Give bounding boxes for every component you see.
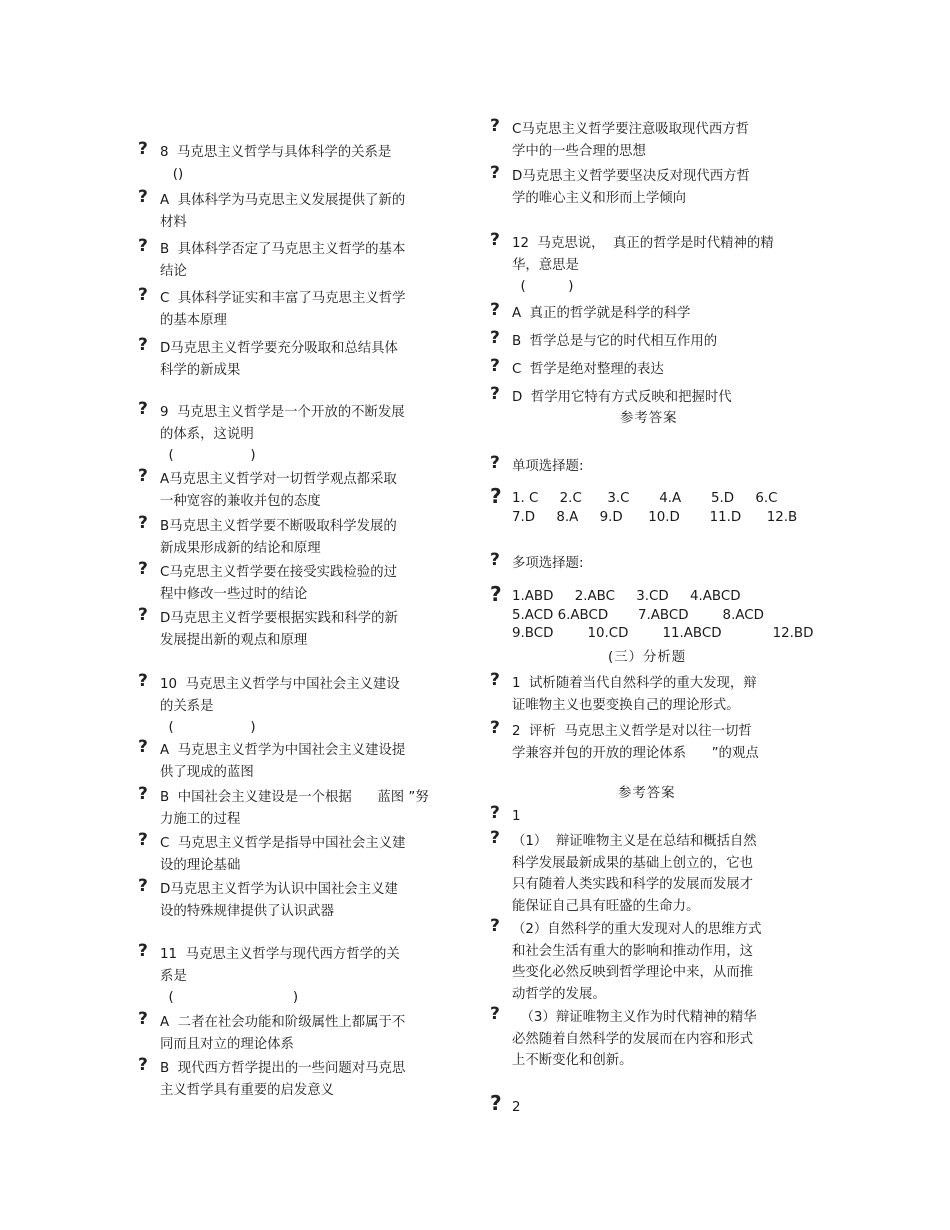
option-9d <box>138 605 438 651</box>
bullet-marker: ? <box>138 236 148 256</box>
bullet-marker: ? <box>490 1091 502 1115</box>
multi-choice-label <box>490 550 800 575</box>
bullet-marker: ? <box>138 941 148 961</box>
bullet-marker: ? <box>490 828 500 848</box>
section-label: 单项选择题: <box>512 459 584 474</box>
option-text: C 哲学是绝对整理的表达 <box>512 362 664 377</box>
answer-1-part-1 <box>490 828 800 917</box>
analysis-text: 1 试析随着当代自然科学的重大发现，辩 证唯物主义也要变换自己的理论形式。 <box>512 676 757 713</box>
option-text: A马克思主义哲学对一切哲学观点都采取 一种宽容的兼收并包的态度 <box>160 472 397 509</box>
option-text: B 中国社会主义建设是一个根据 蓝图 ”努 力施工的过程 <box>160 790 429 827</box>
bullet-marker: ? <box>490 550 500 570</box>
question-text: 8 马克思主义哲学与具体科学的关系是 () <box>160 145 392 182</box>
option-10d <box>138 876 438 922</box>
bullet-marker: ? <box>138 1055 148 1075</box>
option-10a <box>138 737 438 783</box>
answer-list: 1.ABD 2.ABC 3.CD 4.ABCD 5.ACD 6.ABCD 7.ABCD 8.ACD 9.BCD 10.CD 11.ABCD 12.BD <box>512 589 814 641</box>
option-11a <box>138 1009 438 1055</box>
bullet-marker: ? <box>138 737 148 757</box>
bullet-marker: ? <box>490 670 500 690</box>
answer-1-label <box>490 803 800 828</box>
option-10c <box>138 830 438 876</box>
bullet-marker: ? <box>490 582 502 606</box>
bullet-marker: ? <box>490 230 500 250</box>
option-9c <box>138 559 438 605</box>
answer-1-part-2 <box>490 916 800 1005</box>
bullet-marker: ? <box>138 187 148 207</box>
option-8b <box>138 236 438 282</box>
bullet-marker: ? <box>490 803 500 823</box>
question-text: 12 马克思说， 真正的哲学是时代精神的精 华，意思是 ( ) <box>512 236 774 294</box>
answer-heading-2: 参考答案 <box>618 786 676 801</box>
option-11d <box>490 163 800 209</box>
answer-text: （2）自然科学的重大发现对人的思维方式 和社会生活有重大的影响和推动作用，这 些变化必然反映到哲学理论中来，从而推 动哲学的发展。 <box>512 922 762 1002</box>
analysis-item-2 <box>490 718 800 764</box>
answer-1-part-3 <box>490 1004 800 1072</box>
bullet-marker: ? <box>490 916 500 936</box>
bullet-marker: ? <box>138 466 148 486</box>
option-12a <box>490 300 800 325</box>
bullet-marker: ? <box>490 453 500 473</box>
option-text: C马克思主义哲学要在接受实践检验的过 程中修改一些过时的结论 <box>160 565 397 602</box>
bullet-marker: ? <box>490 484 502 508</box>
option-9a <box>138 466 438 512</box>
option-8a <box>138 187 438 233</box>
analysis-heading: (三）分析题 <box>608 650 687 665</box>
analysis-item-1 <box>490 670 800 716</box>
option-11b <box>138 1055 438 1101</box>
question-9 <box>138 399 438 467</box>
bullet-marker: ? <box>138 784 148 804</box>
bullet-marker: ? <box>138 513 148 533</box>
option-text: D马克思主义哲学要根据实践和科学的新 发展提出新的观点和原理 <box>160 611 398 648</box>
bullet-marker: ? <box>490 718 500 738</box>
option-text: B 哲学总是与它的时代相互作用的 <box>512 334 718 349</box>
option-text: C 具体科学证实和丰富了马克思主义哲学 的基本原理 <box>160 291 406 328</box>
option-9b <box>138 513 438 559</box>
bullet-marker: ? <box>138 605 148 625</box>
option-text: D 哲学用它特有方式反映和把握时代 <box>512 390 732 405</box>
question-text: 10 马克思主义哲学与中国社会主义建设 的关系是 ( ) <box>160 677 400 735</box>
bullet-marker: ? <box>138 559 148 579</box>
question-11 <box>138 941 438 1009</box>
bullet-marker: ? <box>490 328 500 348</box>
question-text: 9 马克思主义哲学是一个开放的不断发展 的体系，这说明 ( ) <box>160 405 405 463</box>
question-10 <box>138 671 438 739</box>
bullet-marker: ? <box>138 285 148 305</box>
section-label: 多项选择题: <box>512 556 584 571</box>
option-10b <box>138 784 438 830</box>
bullet-marker: ? <box>490 300 500 320</box>
bullet-marker: ? <box>490 1004 500 1024</box>
bullet-marker: ? <box>490 384 500 404</box>
option-text: C 马克思主义哲学是指导中国社会主义建 设的理论基础 <box>160 836 406 873</box>
option-text: B马克思主义哲学要不断吸取科学发展的 新成果形成新的结论和原理 <box>160 519 397 556</box>
option-text: A 具体科学为马克思主义发展提供了新的 材料 <box>160 193 406 230</box>
bullet-marker: ? <box>138 335 148 355</box>
bullet-marker: ? <box>490 116 500 136</box>
single-choice-label <box>490 453 800 478</box>
answer-heading: 参考答案 <box>620 411 678 426</box>
bullet-marker: ? <box>138 139 148 159</box>
answer-list: 1. C 2.C 3.C 4.A 5.D 6.C 7.D 8.A 9.D 10.D 11.D 12.B <box>512 491 798 525</box>
option-12d <box>490 384 800 409</box>
option-text: A 真正的哲学就是科学的科学 <box>512 306 691 321</box>
option-text: A 二者在社会功能和阶级属性上都属于不 同而且对立的理论体系 <box>160 1015 406 1052</box>
multi-choice-answers <box>490 582 814 644</box>
option-11c <box>490 116 800 162</box>
answer-text: （1） 辩证唯物主义是在总结和概括自然 科学发展最新成果的基础上创立的，它也 只有随着人类实践和科学的发展而发展才 能保证自己具有旺盛的生命力。 <box>512 834 757 914</box>
single-choice-answers <box>490 484 800 527</box>
bullet-marker: ? <box>138 876 148 896</box>
answer-number: 2 <box>512 1100 521 1115</box>
answer-text: （3）辩证唯物主义作为时代精神的精华 必然随着自然科学的发展而在内容和形式 上不断变化和创新。 <box>512 1010 757 1068</box>
bullet-marker: ? <box>138 671 148 691</box>
option-8c <box>138 285 438 331</box>
bullet-marker: ? <box>490 163 500 183</box>
option-text: B 具体科学否定了马克思主义哲学的基本 结论 <box>160 242 406 279</box>
option-12c <box>490 356 800 381</box>
answer-number: 1 <box>512 809 521 824</box>
option-12b <box>490 328 800 353</box>
option-text: B 现代西方哲学提出的一些问题对马克思 主义哲学具有重要的启发意义 <box>160 1061 406 1098</box>
question-12 <box>490 230 800 298</box>
option-8d <box>138 335 438 381</box>
bullet-marker: ? <box>138 830 148 850</box>
question-text: 11 马克思主义哲学与现代西方哲学的关 系是 ( ) <box>160 947 400 1005</box>
option-text: D马克思主义哲学为认识中国社会主义建 设的特殊规律提供了认识武器 <box>160 882 398 919</box>
option-text: D马克思主义哲学要坚决反对现代西方哲 学的唯心主义和形而上学倾向 <box>512 169 750 206</box>
bullet-marker: ? <box>138 1009 148 1029</box>
option-text: C马克思主义哲学要注意吸取现代西方哲 学中的一些合理的思想 <box>512 122 749 159</box>
bullet-marker: ? <box>490 356 500 376</box>
question-8 <box>138 139 438 185</box>
analysis-text: 2 评析 马克思主义哲学是对以往一切哲 学兼容并包的开放的理论体系 ”的观点 <box>512 724 759 761</box>
bullet-marker: ? <box>138 399 148 419</box>
option-text: D马克思主义哲学要充分吸取和总结具体 科学的新成果 <box>160 341 398 378</box>
option-text: A 马克思主义哲学为中国社会主义建设提 供了现成的蓝图 <box>160 743 406 780</box>
answer-2-label <box>490 1091 800 1119</box>
